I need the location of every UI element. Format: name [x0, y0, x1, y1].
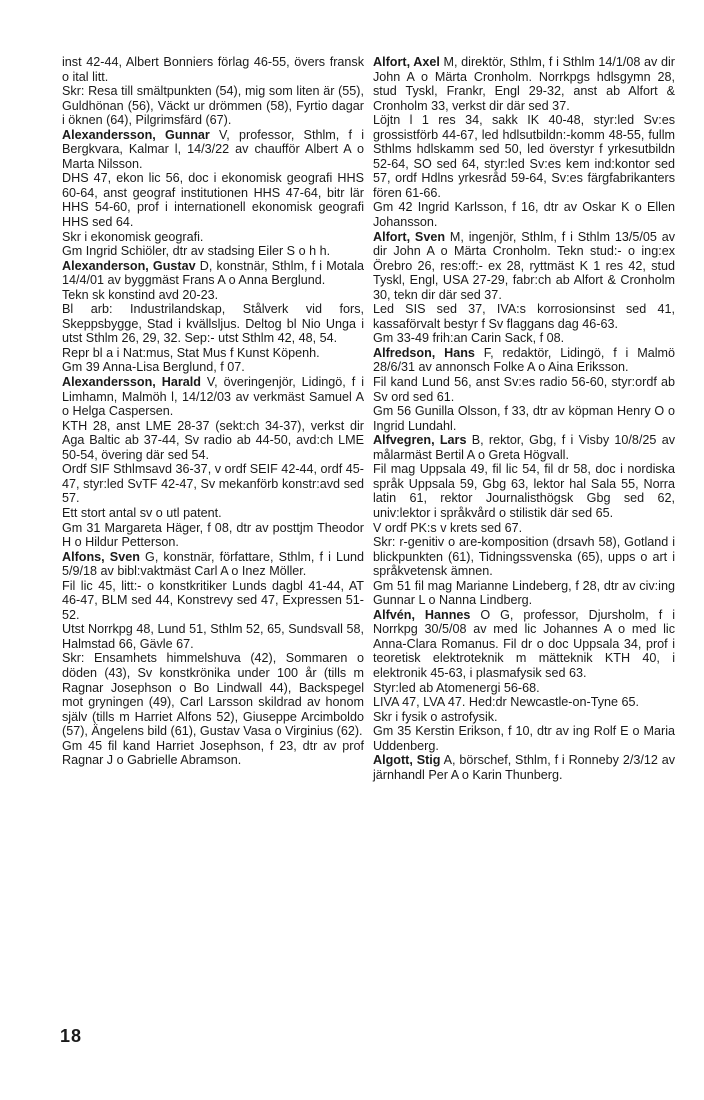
- entry-continuation: [62, 55, 364, 128]
- entry-line: Gm 31 Margareta Häger, f 08, dtr av posttjm Theodor H o Hildur Petterson.: [62, 520, 364, 550]
- entry-line: Skr: Resa till smältpunkten (54), mig som liten är (55), Guldhönan (56), Väckt ur drömmen (58), Fyrtio dagar i öknen (64), Pilgrimsfärd (67).: [62, 84, 364, 128]
- entry-header: A, börschef, Sthlm, f i Ronneby 2/3/12 av järnhandl Per A o Karin Thunberg.: [373, 753, 675, 782]
- entry-alfvegren-lars: [373, 433, 675, 608]
- entry-line: Skr i fysik o astrofysik.: [373, 709, 498, 724]
- entry-line: Löjtn l 1 res 34, sakk IK 40-48, styr:led Sv:es grossistförb 44-67, led hdlsutbildn:-komm 48-55, fullm Sthlms hdlskamm sed 50, led överstyr f yrkesutbildn 52-64, SO sed 64, styr:led Sv:es kem ind:kontor sed 57, ordf Hdlns yrkesråd 59-64, Sv:es färgfabrikanters fören 61-66.: [373, 113, 675, 200]
- entry-name: Alexandersson, Gunnar: [62, 127, 210, 142]
- entry-name: Alfort, Axel: [373, 55, 440, 69]
- entry-line: Fil lic 45, litt:- o konstkritiker Lunds dagbl 41-44, AT 46-47, BLM sed 44, Konstrevy sed 47, Expressen 51-52.: [62, 578, 364, 622]
- page-number: 18: [60, 1026, 83, 1046]
- entry-line: Ett stort antal sv o utl patent.: [62, 505, 222, 520]
- entry-header: O G, professor, Djursholm, f i Norrkpg 30/5/08 av med lic Johannes A o med lic Anna-Clara Romanus. Fil dr o doc Uppsala 34, prof i teoretisk elektroteknik m mätteknik KTH 40, i elektronik 45-63, i plasmafysik sed 63.: [373, 607, 675, 680]
- entry-name: Alexanderson, Gustav: [62, 258, 196, 273]
- entry-header: F, redaktör, Lidingö, f i Malmö 28/6/31 av annonsch Folke A o Aina Eriksson.: [373, 345, 675, 375]
- entry-algott-stig: [373, 753, 675, 782]
- entry-name: Alexandersson, Harald: [62, 375, 201, 390]
- entry-line: Fil kand Lund 56, anst Sv:es radio 56-60, styr:ordf ab Sv ord sed 61.: [373, 375, 675, 404]
- entry-header: B, rektor, Gbg, f i Visby 10/8/25 av målarmäst Bertil A o Greta Högvall.: [373, 433, 676, 462]
- entry-line: Styr:led ab Atomenergi 56-68.: [373, 680, 540, 695]
- entry-line: Skr: r-genitiv o are-komposition (drsavh 58), Gotland i blickpunkten (61), Tidningssvenska (65), upps o art i språkvetensk ämnen.: [373, 535, 675, 579]
- entry-line: Skr i ekonomisk geografi.: [62, 229, 204, 244]
- entry-line: Tekn sk konstind avd 20-23.: [62, 287, 219, 302]
- entry-alfort-axel: [373, 55, 675, 230]
- entry-line: KTH 28, anst LME 28-37 (sekt:ch 34-37), verkst dir Aga Baltic ab 37-44, Sv radio ab 44-50, avd:ch LME 50-54, övering där sed 54.: [62, 418, 364, 462]
- entry-header: V, överingenjör, Lidingö, f i Limhamn, Malmöh l, 14/12/03 av verkmäst Samuel A o Helga Caspersen.: [62, 375, 365, 419]
- entry-line: Gm 42 Ingrid Karlsson, f 16, dtr av Oskar K o Ellen Johansson.: [373, 200, 675, 230]
- entry-line: Gm 39 Anna-Lisa Berglund, f 07.: [62, 360, 245, 375]
- right-column: [373, 55, 675, 782]
- entry-name: Alfvegren, Lars: [373, 433, 467, 448]
- entry-line: DHS 47, ekon lic 56, doc i ekonomisk geografi HHS 60-64, anst geograf institutionen HHS 47-64, bitr lär HHS 54-60, prof i internationell ekonomisk geografi HHS sed 64.: [62, 171, 364, 230]
- entry-header: V, professor, Sthlm, f i Bergkvara, Kalmar l, 14/3/22 av chaufför Albert A o Marta Nilsson.: [62, 127, 364, 171]
- entry-name: Alfons, Sven: [62, 549, 140, 564]
- entry-name: Alfvén, Hannes: [373, 607, 471, 622]
- entry-line: V ordf PK:s v krets sed 67.: [373, 520, 523, 535]
- entry-line: Repr bl a i Nat:mus, Stat Mus f Kunst Köpenh.: [62, 345, 320, 360]
- entry-header: M, ingenjör, Sthlm, f i Sthlm 13/5/05 av dir John A o Märta Cronholm. Tekn stud:- o ing:ex Örebro 26, res:off:- ex 28, ryttmäst K 1 res 42, stud Tyskl, Engl, USA 27-29, fabr:ch ab Alfort & Cronholm 30, tekn dir där sed 37.: [373, 229, 676, 302]
- entry-line: inst 42-44, Albert Bonniers förlag 46-55, övers fransk o ital litt.: [62, 55, 364, 84]
- entry-alfven-hannes: [373, 608, 675, 753]
- entry-alexandersson-harald: [62, 375, 364, 550]
- entry-line: Gm 45 fil kand Harriet Josephson, f 23, dtr av prof Ragnar J o Gabrielle Abramson.: [62, 738, 364, 768]
- entry-name: Algott, Stig: [373, 753, 441, 768]
- entry-line: Gm 51 fil mag Marianne Lindeberg, f 28, dtr av civ:ing Gunnar L o Nanna Lindberg.: [373, 578, 675, 608]
- entry-line: Gm 33-49 frih:an Carin Sack, f 08.: [373, 331, 565, 346]
- entry-line: Gm Ingrid Schiöler, dtr av stadsing Eiler S o h h.: [62, 244, 331, 259]
- entry-alfredson-hans: [373, 346, 675, 433]
- entry-name: Alfort, Sven: [373, 229, 446, 244]
- entry-alfons-sven: [62, 550, 364, 768]
- entry-header: M, direktör, Sthlm, f i Sthlm 14/1/08 av dir John A o Märta Cronholm. Norrkpgs hdlsgymn 28, stud Tyskl, Frankr, Engl 29-32, anst ab Alfort & Cronholm 33, verkst dir där sed 37.: [373, 55, 675, 113]
- entry-line: Skr: Ensamhets himmelshuva (42), Sommaren o döden (43), Sv konstkrönika under 100 år (tills m Ragnar Josephson o Bo Lindwall 44), Backspegel mot gryningen (49), Carl Larsson skildrad av honom själv (tills m Harriet Alfons 52), Giuseppe Arcimboldo (57), Ängelens bild (61), Gustav Vasa o Virginius (62).: [62, 651, 364, 739]
- left-column: [62, 55, 364, 768]
- entry-header: D, konstnär, Sthlm, f i Motala 14/4/01 av byggmäst Frans A o Anna Berglund.: [62, 258, 365, 288]
- entry-line: Gm 56 Gunilla Olsson, f 33, dtr av köpman Henry O o Ingrid Lundahl.: [373, 404, 675, 433]
- entry-line: Led SIS sed 37, IVA:s korrosionsinst sed 41, kassaförvalt bestyr f Sv flaggans dag 46-63.: [373, 302, 675, 331]
- entry-header: G, konstnär, författare, Sthlm, f i Lund 5/9/18 av bibl:vaktmäst Carl A o Inez Möller.: [62, 549, 365, 579]
- entry-line: Bl arb: Industrilandskap, Stålverk vid fors, Skeppsbygge, Stad i kvällsljus. Deltog bl Nio Unga i utst Sthlm 26, 29, 32. Sep:- utst Sthlm 42, 48, 54.: [62, 302, 364, 346]
- entry-line: LIVA 47, LVA 47. Hed:dr Newcastle-on-Tyne 65.: [373, 695, 640, 710]
- entry-line: Fil mag Uppsala 49, fil lic 54, fil dr 58, doc i nordiska språk Uppsala 59, Gbg 63, lektor hal Sala 55, Norra latin 61, rektor Journalisthögsk Gbg sed 62, univ:lektor i språkvård o stilistik där sed 65.: [373, 462, 675, 520]
- entry-alexandersson-gunnar: [62, 128, 364, 259]
- entry-name: Alfredson, Hans: [373, 345, 475, 360]
- entry-line: Utst Norrkpg 48, Lund 51, Sthlm 52, 65, Sundsvall 58, Halmstad 66, Gävle 67.: [62, 622, 364, 651]
- entry-alfort-sven: [373, 230, 675, 346]
- entry-alexanderson-gustav: [62, 259, 364, 375]
- entry-line: Gm 35 Kerstin Erikson, f 10, dtr av ing Rolf E o Maria Uddenberg.: [373, 724, 675, 753]
- entry-line: Ordf SIF Sthlmsavd 36-37, v ordf SEIF 42-44, ordf 45-47, styr:led SvTF 42-47, Sv mekanförb konstr:avd sed 57.: [62, 462, 364, 506]
